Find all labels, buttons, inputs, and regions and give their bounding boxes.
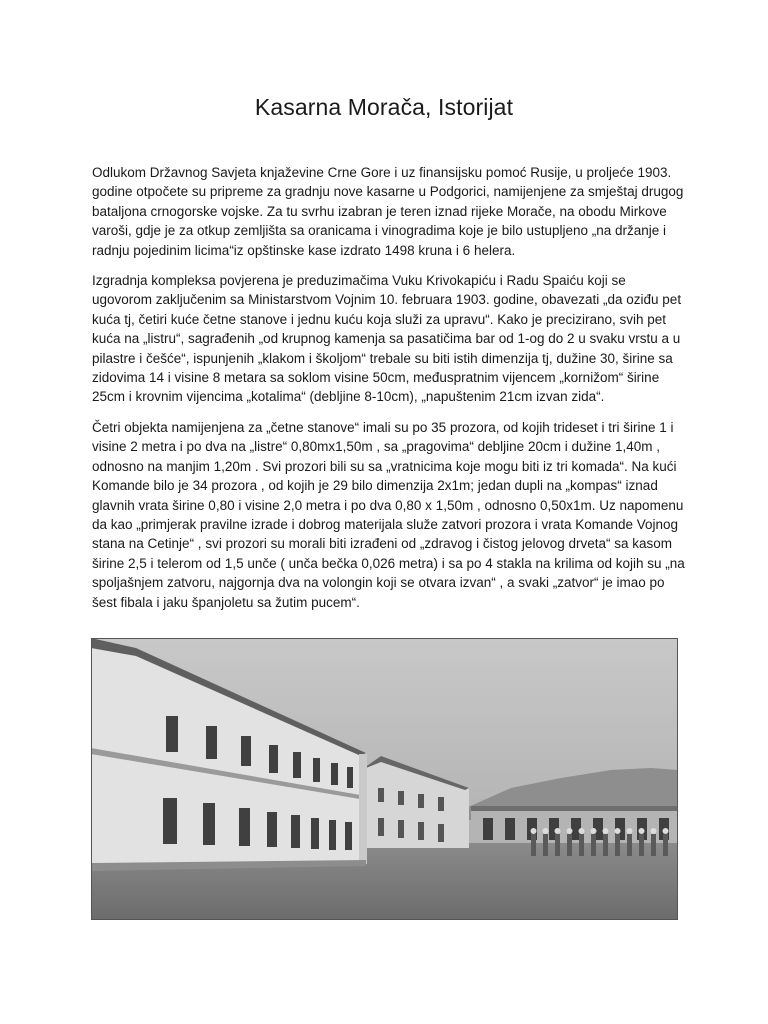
document-body: [92, 163, 686, 623]
paragraph-2: Izgradnja kompleksa povjerena je preduzimačima Vuku Krivokapiću i Radu Spaiću koji se ugovorom zaključenim sa Ministarstvom Vojnim 10. februara 1903. godine, obavezati „da oziđu pet kuća tj, četiri kuće četne stanove i jednu kuću koja služi za upravu“. Kako je precizirano, svih pet kuća na „listru“, sagrađenih „od krupnog kamenja sa pasatičima bar od 1-og do 2 u svaku vrstu a u pilastre i češće“, ispunjenih „klakom i školjom“ trebale su biti istih dimenzija tj, dužine 30, širine sa zidovima 14 i visine 8 metara sa soklom visine 50cm, međuspratnim vijencem „kornižom“ širine 25cm i krovnim vijencima „kotalima“ (debljine 8-10cm), „napuštenim 21cm izvan zida“.: [92, 273, 682, 405]
page-title: Kasarna Morača, Istorijat: [254, 94, 514, 120]
barracks-photo: [91, 638, 678, 920]
paragraph-3: Četri objekta namijenjena za „četne stanove“ imali su po 35 prozora, od kojih trideset i tri širine 1 i visine 2 metra i po dva na „listre“ 0,80mx1,50m , sa „pragovima“ debljine 20cm i dužine 1,40m , odnosno na manjim 1,20m . Svi prozori bili su sa „vratnicima koje mogu biti iz tri komada“. Na kući Komande bilo je 34 prozora , od kojih je 29 bilo dimenzija 2x1m; jedan dupli na „kompas“ iznad glavnih vrata širine 0,80 i visine 2,0 metra i po dva 0,80 x 1,50m , odnosno 0,50x1m. Uz napomenu da kao „primjerak pravilne izrade i dobrog materijala služe zatvori prozora i vrata Komande Vojnog stana na Cetinje“ , svi prozori su morali biti izrađeni od „zdravog i čistog jelovog drveta“ sa kasom širine 2,5 i telerom od 1,5 unče ( unča bečka 0,026 metra) i sa po 4 stakla na krilima od kojih su „na spoljašnjem zatvoru, najgornja dva na volongin koji se otvara izvan“ , a svaki „zatvor“ je imao po šest fibala i jaku španjoletu sa žutim pucem“.: [92, 419, 685, 610]
paragraph-1: Odlukom Državnog Savjeta knjaževine Crne Gore i uz finansijsku pomoć Rusije, u proljeće 1903. godine otpočete su pripreme za gradnju nove kasarne u Podgorici, namijenjene za smještaj drugog bataljona crnogorske vojske. Za tu svrhu izabran je teren iznad rijeke Morače, na obodu Mirkove varoši, gdje je za otkup zemljišta sa oranicama i vinogradima koje je bilo ustupljeno „na držanje i radnju pojedinim licima“iz opštinske kase izdrato 1498 kruna i 6 helera.: [92, 165, 684, 258]
